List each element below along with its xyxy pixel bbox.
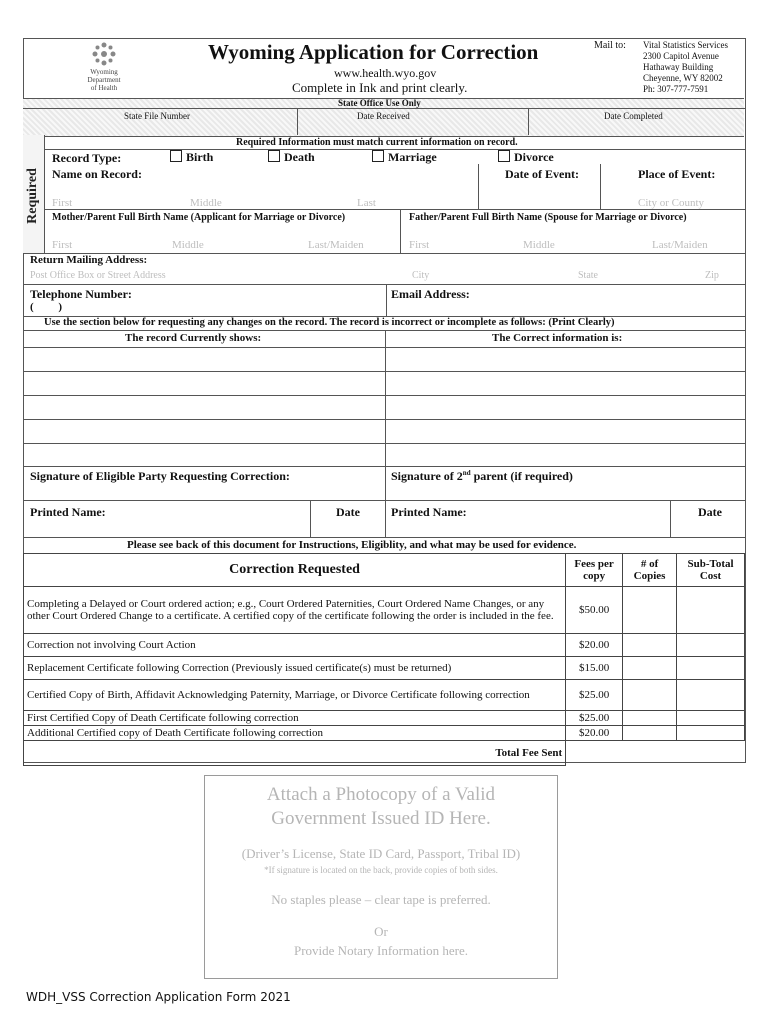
fee-row xyxy=(24,634,745,657)
total-spacer xyxy=(677,741,745,766)
office-use-title: State Office Use Only xyxy=(338,98,421,108)
printed-name-label-2[interactable]: Printed Name: xyxy=(391,505,467,519)
copies-input[interactable] xyxy=(623,680,677,711)
fee-table-header xyxy=(24,554,745,587)
correction-requested-header: Correction Requested xyxy=(24,554,566,587)
street-hint[interactable]: Post Office Box or Street Address xyxy=(30,270,166,281)
printed-name-label[interactable]: Printed Name: xyxy=(30,505,106,519)
name-on-record-label: Name on Record: xyxy=(52,167,142,181)
fee-description: Completing a Delayed or Court ordered action; e.g., Court Ordered Paternities, Court Ordered Name Changes, or any other Court Ordered Change to a certificate. A certified copy of the certificate following the order is included in the fee. xyxy=(24,587,566,634)
required-notice: Required Information must match current information on record. xyxy=(236,137,518,148)
divorce-label: Divorce xyxy=(514,150,554,164)
copies-input[interactable] xyxy=(623,711,677,726)
change-row[interactable] xyxy=(23,419,745,444)
fee-amount: $15.00 xyxy=(566,657,623,680)
fee-row xyxy=(24,680,745,711)
photo-line-6: Or xyxy=(374,924,388,939)
subtotal-input[interactable] xyxy=(677,587,745,634)
total-fee-label: Total Fee Sent xyxy=(24,741,566,766)
fee-notice: Please see back of this document for Instructions, Eligiblity, and what may be used for evidence. xyxy=(127,539,577,551)
birth-label: Birth xyxy=(186,150,214,164)
name-last-hint[interactable]: Last xyxy=(357,197,376,209)
mail-to-label: Mail to: xyxy=(594,40,626,51)
telephone-label: Telephone Number: xyxy=(30,287,132,301)
record-type-death[interactable] xyxy=(268,150,315,165)
fee-row xyxy=(24,726,745,741)
logo-text-2: Department xyxy=(87,76,121,84)
record-type-divorce[interactable] xyxy=(498,150,554,165)
photo-line-3: (Driver’s License, State ID Card, Passport, Tribal ID) xyxy=(241,846,521,861)
wdh-logo-icon xyxy=(90,40,118,68)
place-of-event-label: Place of Event: xyxy=(638,167,716,181)
date-label-1[interactable]: Date xyxy=(336,505,360,519)
father-last-hint[interactable]: Last/Maiden xyxy=(652,239,708,251)
fee-amount: $25.00 xyxy=(566,680,623,711)
fee-amount: $50.00 xyxy=(566,587,623,634)
photo-line-7: Provide Notary Information here. xyxy=(293,943,468,958)
fee-description: Replacement Certificate following Correction (Previously issued certificate(s) must be returned) xyxy=(24,657,566,680)
photo-line-2: Government Issued ID Here. xyxy=(271,808,491,829)
address-line: Ph: 307-777-7591 xyxy=(643,84,709,94)
photo-line-1: Attach a Photocopy of a Valid xyxy=(266,784,496,805)
fee-row xyxy=(24,587,745,634)
divorce-checkbox[interactable] xyxy=(498,150,510,162)
subtotal-input[interactable] xyxy=(677,680,745,711)
record-type-label: Record Type: xyxy=(52,151,122,165)
second-parent-text: Signature of 2 xyxy=(391,469,463,483)
change-row[interactable] xyxy=(23,371,745,396)
marriage-checkbox[interactable] xyxy=(372,150,384,162)
currently-shows-header: The record Currently shows: xyxy=(125,332,262,344)
fee-description: Additional Certified copy of Death Certificate following correction xyxy=(24,726,566,741)
mother-middle-hint[interactable]: Middle xyxy=(172,239,204,251)
state-hint[interactable]: State xyxy=(578,270,598,281)
correct-info-header: The Correct information is: xyxy=(492,332,623,344)
death-checkbox[interactable] xyxy=(268,150,280,162)
email-label: Email Address: xyxy=(391,287,470,301)
photo-id-box xyxy=(204,775,558,979)
fee-description: Correction not involving Court Action xyxy=(24,634,566,657)
website: www.health.wyo.gov xyxy=(334,66,437,80)
mother-last-hint[interactable]: Last/Maiden xyxy=(308,239,364,251)
death-label: Death xyxy=(284,150,315,164)
change-row[interactable] xyxy=(23,443,745,467)
change-row[interactable] xyxy=(23,347,745,372)
place-hint[interactable]: City or County xyxy=(638,197,705,209)
address-line: Hathaway Building xyxy=(643,62,714,72)
name-first-hint[interactable]: First xyxy=(52,197,73,209)
second-parent-sup: nd xyxy=(462,469,471,477)
date-completed-field[interactable]: Date Completed xyxy=(604,111,663,121)
fee-amount: $20.00 xyxy=(566,726,623,741)
mail-address xyxy=(643,40,728,95)
address-line: 2300 Capitol Avenue xyxy=(643,51,719,61)
fee-amount: $20.00 xyxy=(566,634,623,657)
father-first-hint[interactable]: First xyxy=(409,239,430,251)
address-line: Vital Statistics Services xyxy=(643,40,728,50)
date-of-event-label: Date of Event: xyxy=(505,167,579,181)
subtotal-input[interactable] xyxy=(677,634,745,657)
fee-row xyxy=(24,711,745,726)
subtotal-input[interactable] xyxy=(677,726,745,741)
copies-input[interactable] xyxy=(623,634,677,657)
zip-hint[interactable]: Zip xyxy=(705,270,719,281)
logo-text-3: of Health xyxy=(90,84,118,92)
date-label-2[interactable]: Date xyxy=(698,505,722,519)
address-line: Cheyenne, WY 82002 xyxy=(643,73,723,83)
copies-input[interactable] xyxy=(623,726,677,741)
fee-description: First Certified Copy of Death Certificate following correction xyxy=(24,711,566,726)
fees-per-copy-header: Fees per copy xyxy=(566,554,623,587)
subtotal-header: Sub-Total Cost xyxy=(677,554,745,587)
subtotal-input[interactable] xyxy=(677,711,745,726)
required-label: Required xyxy=(25,168,40,224)
record-type-birth[interactable] xyxy=(170,150,213,165)
subtotal-input[interactable] xyxy=(677,657,745,680)
form-title: Wyoming Application for Correction xyxy=(208,40,539,64)
birth-checkbox[interactable] xyxy=(170,150,182,162)
telephone-field[interactable]: ( ) xyxy=(30,301,63,313)
change-row[interactable] xyxy=(23,395,745,420)
second-parent-signature-label[interactable] xyxy=(391,469,573,484)
copies-header: # of Copies xyxy=(623,554,677,587)
logo-text-1: Wyoming xyxy=(90,68,118,76)
name-middle-hint[interactable]: Middle xyxy=(190,197,222,209)
record-type-marriage[interactable] xyxy=(372,150,437,165)
eligible-signature-label[interactable]: Signature of Eligible Party Requesting Correction: xyxy=(30,469,290,483)
photo-line-4: *If signature is located on the back, provide copies of both sides. xyxy=(264,865,498,875)
fee-row xyxy=(24,657,745,680)
fee-amount: $25.00 xyxy=(566,711,623,726)
copies-input[interactable] xyxy=(623,587,677,634)
total-spacer xyxy=(623,741,677,766)
total-spacer xyxy=(566,741,623,766)
mother-first-hint[interactable]: First xyxy=(52,239,73,251)
fee-table xyxy=(23,553,745,766)
changes-banner: Use the section below for requesting any changes on the record. The record is incorrect or incomplete as follows: (Print Clearly) xyxy=(44,317,615,328)
fee-description: Certified Copy of Birth, Affidavit Acknowledging Paternity, Marriage, or Divorce Certificate following correction xyxy=(24,680,566,711)
copies-input[interactable] xyxy=(623,657,677,680)
father-name-label: Father/Parent Full Birth Name (Spouse for Marriage or Divorce) xyxy=(409,212,687,223)
city-hint[interactable]: City xyxy=(412,270,430,281)
return-address-label: Return Mailing Address: xyxy=(30,254,148,266)
second-parent-text-end: parent (if required) xyxy=(470,469,573,483)
total-row xyxy=(24,741,745,766)
mother-name-label: Mother/Parent Full Birth Name (Applicant for Marriage or Divorce) xyxy=(52,212,346,223)
form-footer: WDH_VSS Correction Application Form 2021 xyxy=(26,990,291,1004)
photo-line-5: No staples please – clear tape is preferred. xyxy=(271,892,491,907)
father-middle-hint[interactable]: Middle xyxy=(523,239,555,251)
marriage-label: Marriage xyxy=(388,150,437,164)
logo xyxy=(82,40,126,92)
instruction: Complete in Ink and print clearly. xyxy=(292,80,468,95)
state-file-number-field[interactable]: State File Number xyxy=(124,111,190,121)
date-received-field[interactable]: Date Received xyxy=(357,111,410,121)
